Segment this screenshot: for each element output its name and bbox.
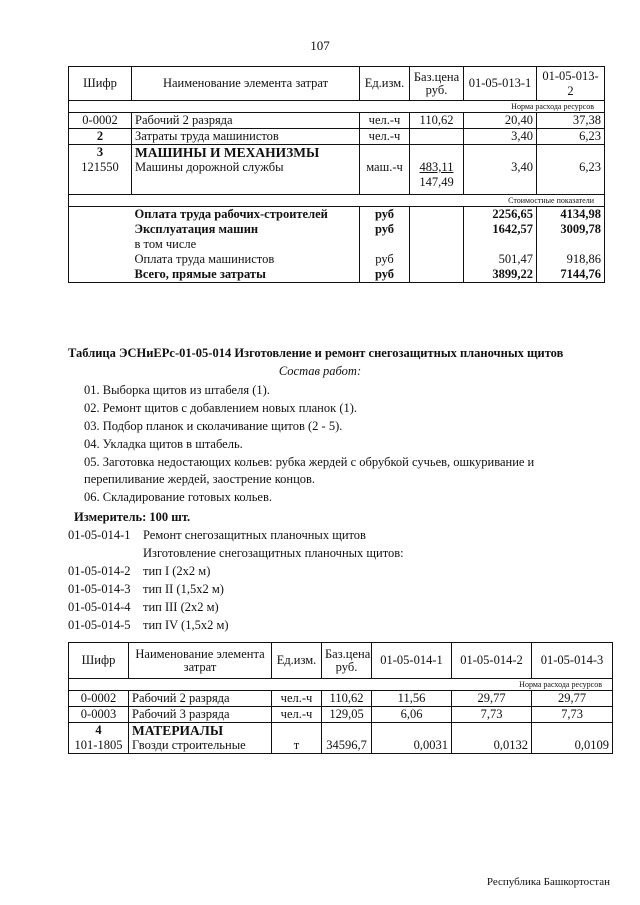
row-value-2: 6,23	[537, 129, 605, 145]
code-item: 01-05-014-2	[68, 564, 131, 578]
row-value-1: 20,40	[464, 113, 537, 129]
header-code: Шифр	[69, 67, 132, 101]
cost-name: Всего, прямые затраты	[132, 267, 360, 283]
row-price	[410, 129, 464, 145]
row-code: 101-1805	[69, 738, 129, 754]
header-price: Баз.цена руб.	[410, 67, 464, 101]
cost-name: в том числе	[132, 237, 360, 252]
row-value-2: 6,23	[537, 160, 605, 194]
header-col1: 01-05-014-1	[372, 643, 452, 679]
code-item: 01-05-014-5	[68, 618, 131, 632]
row-code: 2	[69, 129, 132, 145]
code-item: 01-05-014-3	[68, 582, 131, 596]
table-row	[69, 145, 605, 161]
footer-region: Республика Башкортостан	[486, 876, 610, 888]
norm-label-row	[69, 679, 613, 691]
header-name: Наименование элемента затрат	[129, 643, 272, 679]
row-name: МАТЕРИАЛЫ	[129, 723, 272, 739]
table-row	[69, 738, 613, 754]
header-price: Баз.цена руб.	[322, 643, 372, 679]
row-code: 0-0002	[69, 691, 129, 707]
row-code: 4	[69, 723, 129, 739]
code-item: 01-05-014-4	[68, 600, 131, 614]
row-value-2: 0,0132	[452, 738, 532, 754]
row-value-1: 11,56	[372, 691, 452, 707]
row-price: 483,11	[419, 160, 454, 174]
row-unit: чел.-ч	[360, 113, 410, 129]
row-unit: чел.-ч	[272, 691, 322, 707]
row-value-1: 0,0031	[372, 738, 452, 754]
row-name: МАШИНЫ И МЕХАНИЗМЫ	[132, 145, 360, 161]
page-number: 107	[310, 38, 330, 53]
cost-name: Эксплуатация машин	[132, 222, 360, 237]
work-item: 06. Складирование готовых кольев.	[84, 490, 272, 504]
cost-unit: руб	[360, 267, 410, 283]
header-code: Шифр	[69, 643, 129, 679]
code-desc: тип II (1,5х2 м)	[143, 582, 224, 596]
table-row	[69, 160, 605, 194]
cost-name: Оплата труда рабочих-строителей	[132, 206, 360, 222]
table-row	[69, 691, 613, 707]
row-unit: чел.-ч	[272, 707, 322, 723]
cost-value-1: 3899,22	[464, 267, 537, 283]
table-row	[69, 129, 605, 145]
row-code: 3	[69, 145, 132, 161]
row-name: Машины дорожной службы	[132, 160, 360, 194]
cost-row	[69, 267, 605, 283]
header-name: Наименование элемента затрат	[132, 67, 360, 101]
resource-table-2	[68, 642, 613, 754]
cost-row	[69, 252, 605, 267]
cost-row	[69, 206, 605, 222]
work-item: 04. Укладка щитов в штабель.	[84, 437, 243, 451]
header-col3: 01-05-014-3	[532, 643, 613, 679]
row-value-1: 3,40	[464, 160, 537, 194]
cost-name: Оплата труда машинистов	[132, 252, 360, 267]
cost-value-2: 7144,76	[537, 267, 605, 283]
cost-row	[69, 237, 605, 252]
cost-unit: руб	[360, 222, 410, 237]
norm-label: Норма расхода ресурсов	[69, 679, 613, 691]
row-unit: маш.-ч	[360, 160, 410, 194]
row-value-2: 29,77	[452, 691, 532, 707]
cost-value-2: 918,86	[537, 252, 605, 267]
row-name: Рабочий 2 разряда	[132, 113, 360, 129]
row-value-1: 3,40	[464, 129, 537, 145]
section-subtitle: Состав работ:	[278, 364, 362, 378]
header-unit: Ед.изм.	[360, 67, 410, 101]
cost-value-1: 1642,57	[464, 222, 537, 237]
row-name: Рабочий 2 разряда	[129, 691, 272, 707]
row-price: 110,62	[410, 113, 464, 129]
row-value-3: 29,77	[532, 691, 613, 707]
row-price: 110,62	[322, 691, 372, 707]
row-value-1: 6,06	[372, 707, 452, 723]
work-item: 05. Заготовка недостающих кольев: рубка жердей с обрубкой сучьев, ошкуривание и	[84, 455, 535, 469]
row-value-3: 7,73	[532, 707, 613, 723]
work-item: 01. Выборка щитов из штабеля (1).	[84, 383, 270, 397]
code-desc: Ремонт снегозащитных планочных щитов	[143, 528, 366, 542]
work-item: 03. Подбор планок и сколачивание щитов (2 - 5).	[84, 419, 343, 433]
code-item: 01-05-014-1	[68, 528, 131, 542]
row-value-2: 37,38	[537, 113, 605, 129]
row-name: Затраты труда машинистов	[132, 129, 360, 145]
header-unit: Ед.изм.	[272, 643, 322, 679]
row-price: 129,05	[322, 707, 372, 723]
work-item: 02. Ремонт щитов с добавлением новых планок (1).	[84, 401, 358, 415]
row-code: 0-0002	[69, 113, 132, 129]
row-price: 34596,7	[322, 738, 372, 754]
table-row	[69, 707, 613, 723]
cost-value-1: 501,47	[464, 252, 537, 267]
code-desc: Изготовление снегозащитных планочных щитов:	[143, 546, 404, 560]
row-unit: чел.-ч	[360, 129, 410, 145]
code-desc: тип IV (1,5х2 м)	[143, 618, 229, 632]
table-row	[69, 113, 605, 129]
row-code: 0-0003	[69, 707, 129, 723]
header-col2: 01-05-014-2	[452, 643, 532, 679]
table-row	[69, 723, 613, 739]
code-desc: тип I (2х2 м)	[143, 564, 211, 578]
cost-label-row	[69, 194, 605, 206]
cost-value-2: 3009,78	[537, 222, 605, 237]
row-code: 121550	[69, 160, 132, 194]
row-value-2: 7,73	[452, 707, 532, 723]
row-name: Рабочий 3 разряда	[129, 707, 272, 723]
meter-label: Измеритель: 100 шт.	[74, 510, 191, 524]
work-item: перепиливание жердей, заострение концов.	[84, 472, 316, 486]
cost-unit: руб	[360, 206, 410, 222]
cost-label: Стоимостные показатели	[69, 194, 605, 206]
norm-label: Норма расхода ресурсов	[69, 101, 605, 113]
section-title: Таблица ЭСНиЕРс-01-05-014 Изготовление и ремонт снегозащитных планочных щитов	[68, 346, 564, 360]
row-value-3: 0,0109	[532, 738, 613, 754]
table-header-row	[69, 67, 605, 101]
row-price-secondary: 147,49	[419, 175, 454, 189]
header-col2: 01-05-013-2	[537, 67, 605, 101]
resource-table-1	[68, 66, 605, 283]
row-name: Гвозди строительные	[129, 738, 272, 754]
cost-row	[69, 222, 605, 237]
cost-unit: руб	[360, 252, 410, 267]
table-header-row	[69, 643, 613, 679]
norm-label-row	[69, 101, 605, 113]
code-desc: тип III (2х2 м)	[143, 600, 219, 614]
header-col1: 01-05-013-1	[464, 67, 537, 101]
cost-value-2: 4134,98	[537, 206, 605, 222]
row-unit: т	[272, 738, 322, 754]
cost-value-1: 2256,65	[464, 206, 537, 222]
